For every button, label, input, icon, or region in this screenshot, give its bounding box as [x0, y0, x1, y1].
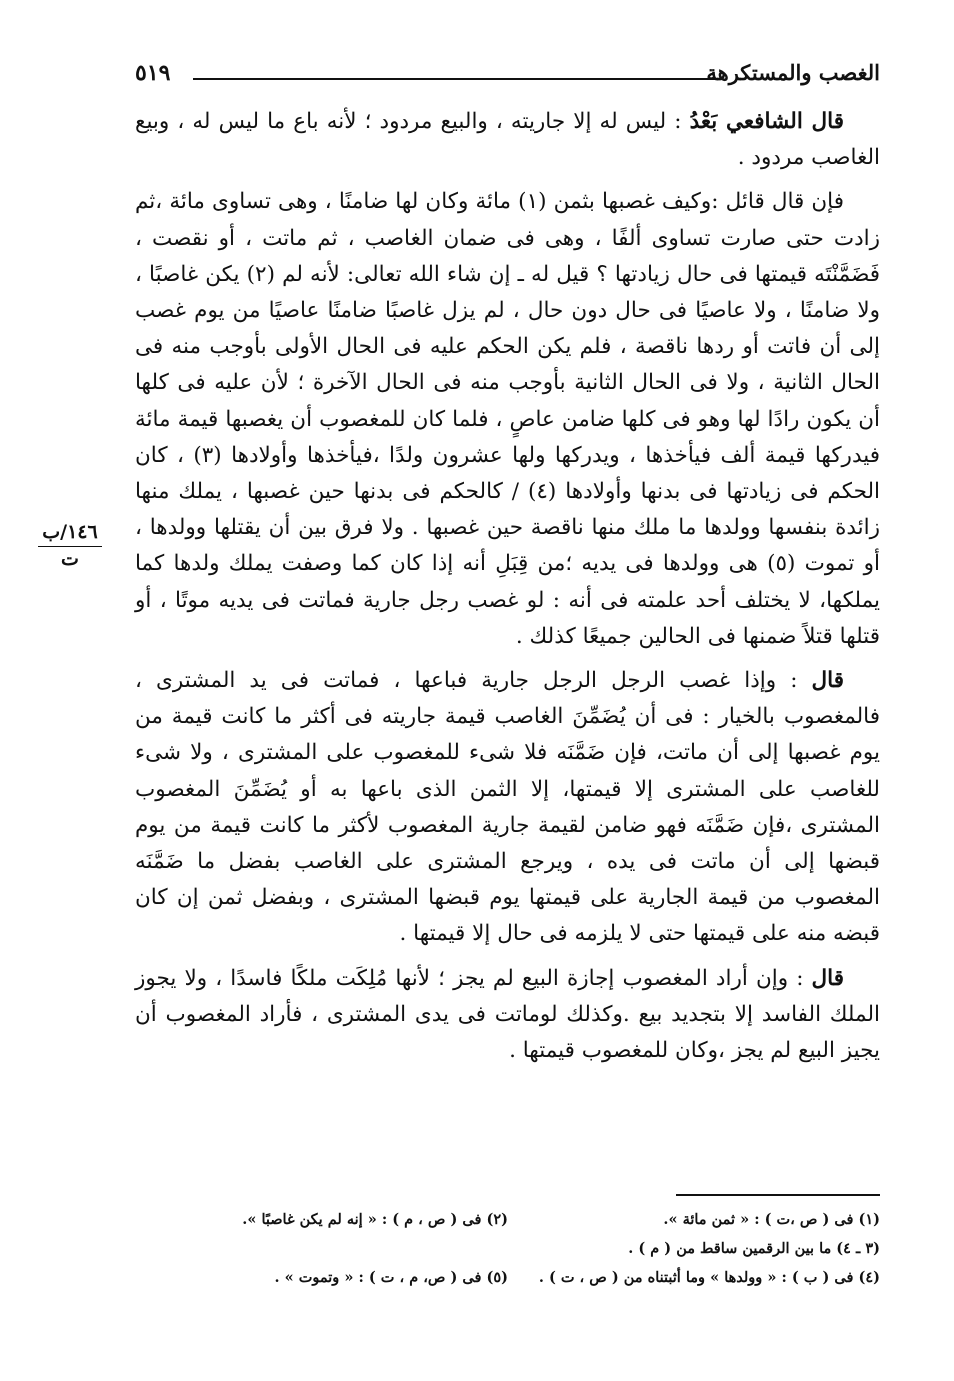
folio-rule	[38, 546, 102, 547]
paragraph	[135, 184, 880, 655]
paragraph-text: : وإذا غصب الرجل الرجل جارية فباعها ، فماتت فى يد المشترى ، فالمغصوب بالخيار : فى أن يُضَمِّنَ الغاصب قيمة جاريته فى أكثر ما كانت قيمة من يوم غصبها إلى أن ماتت، فإن ضَمَّنَه فلا شىء للمغصوب على المشترى ، ولا شىء للغاصب على المشترى إلا قيمتها، إلا الثمن الذى باعها به أو يُضَمِّنَ المغصوب المشترى ،فإن ضَمَّنَه فهو ضامن لقيمة جارية المغصوب لأكثر ما كانت قيمة من يوم قبضها إلى أن ماتت فى يده ، ويرجع المشترى على الغاصب بفضل ما ضَمَّنَه المغصوب من قيمة الجارية على قيمتها يوم قبضها المشترى ، وبفضل ثمن إن كان قبضه منه على قيمتها حتى لا يلزمه فى حال إلا قيمتها .	[135, 668, 880, 947]
footnote: (٣ ـ ٤) ما بين الرقمين ساقط من ( م ) .	[628, 1240, 880, 1257]
running-head	[135, 58, 880, 94]
running-title: الغصب والمستكرهة	[706, 60, 880, 85]
paragraph-text: : وإن أراد المغصوب إجازة البيع لم يجز ؛ لأنها مُلِكَت ملكًا فاسدًا ، ولا يجوز الملك الفاسد إلا بتجديد بيع .وكذلك لوماتت فى يدى المشترى ، فأراد المغصوب أن يجيز البيع لم يجز ،وكان للمغصوب قيمتها .	[135, 965, 880, 1064]
footnote-row	[135, 1234, 880, 1263]
manuscript-folio-note	[28, 520, 112, 571]
footnote: (١) فى ( ص ،ت ) : « ثمن مائة ».	[663, 1211, 880, 1228]
main-text	[135, 104, 880, 1077]
paragraph-text: : ليس له إلا جاريته ، والبيع مردود ؛ لأنه باع ما ليس له ، وبيع الغاصب مردود .	[135, 109, 880, 171]
paragraph-lead: قال الشافعي بَعْدُ	[689, 109, 844, 134]
footnote-row	[135, 1263, 880, 1292]
paragraph	[135, 663, 880, 953]
paragraph	[135, 961, 880, 1070]
folio-number: ١٤٦/ب	[42, 521, 98, 543]
paragraph-lead: قال	[811, 668, 844, 694]
footnote: (٤) فى ( ب ) : « وولدها » وما أثبتناه من ( ص ، ت ) .	[538, 1269, 880, 1286]
footnote: (٢) فى ( ص ، م ) : « إنه لم يكن غاصبًا ».	[242, 1211, 508, 1228]
footnote-rule	[676, 1194, 880, 1196]
footnote-row	[135, 1205, 880, 1234]
footnote: (٥) فى ( ص، م ، ت ) : « وتموت » .	[274, 1269, 508, 1286]
page-number: ٥١٩	[135, 60, 171, 86]
header-rule	[193, 78, 720, 80]
paragraph	[135, 104, 880, 176]
folio-manuscript-letter: ت	[61, 548, 79, 570]
paragraph-lead: قال	[811, 965, 844, 991]
footnotes	[135, 1205, 880, 1292]
paragraph-text: فإن قال قائل :وكيف غصبها بثمن (١) مائة وكان لها ضامنًا ، وهى تساوى مائة ،ثم زادت حتى صارت تساوى ألفًا ، وهى فى ضمان الغاصب ، ثم ماتت ، أو نقصت ، فَضَمَّنْتَه قيمتها فى حال زيادتها ؟ قيل له ـ إن شاء الله تعالى: لأنه لم (٢) يكن غاصبًا ، ولا ضامنًا ، ولا عاصيًا فى حال دون حال ، لم يزل غاصبًا ضامنًا عاصيًا من يوم غصب إلى أن فاتت أو ردها ناقصة ، فلم يكن الحكم عليه فى الحال الأولى بأوجب منه فى الحال الثانية ، ولا فى الحال الثانية بأوجب منه فى الحال الآخرة ؛ لأن عليه فى كلها أن يكون رادًا لها وهو فى كلها ضامن عاصٍ ، فلما كان للمغصوب أن يغصبها قيمة مائة فيدركها قيمة ألف فيأخذها ، ويدركها ولها عشرون ولدًا ،فيأخذها وأولادها (٣) ، كان الحكم فى زيادتها فى بدنها وأولادها (٤) / كالحكم فى بدنها حين غصبها ، يملك منها زائدة بنفسها وولدها ما ملك منها ناقصة حين غصبها . ولا فرق بين أن يقتلها وولدها ، أو تموت (٥) هى وولدها فى يديه ؛من قِبَلِ أنه إذا كان كما وصفت يملك ولدها كما يملكها، لا يختلف أحد علمته فى أنه : لو غصب رجل جارية فماتت فى يديه موتًا ، أو قتلها قتلاً ضمنها فى الحالين جميعًا كذلك .	[135, 189, 880, 649]
